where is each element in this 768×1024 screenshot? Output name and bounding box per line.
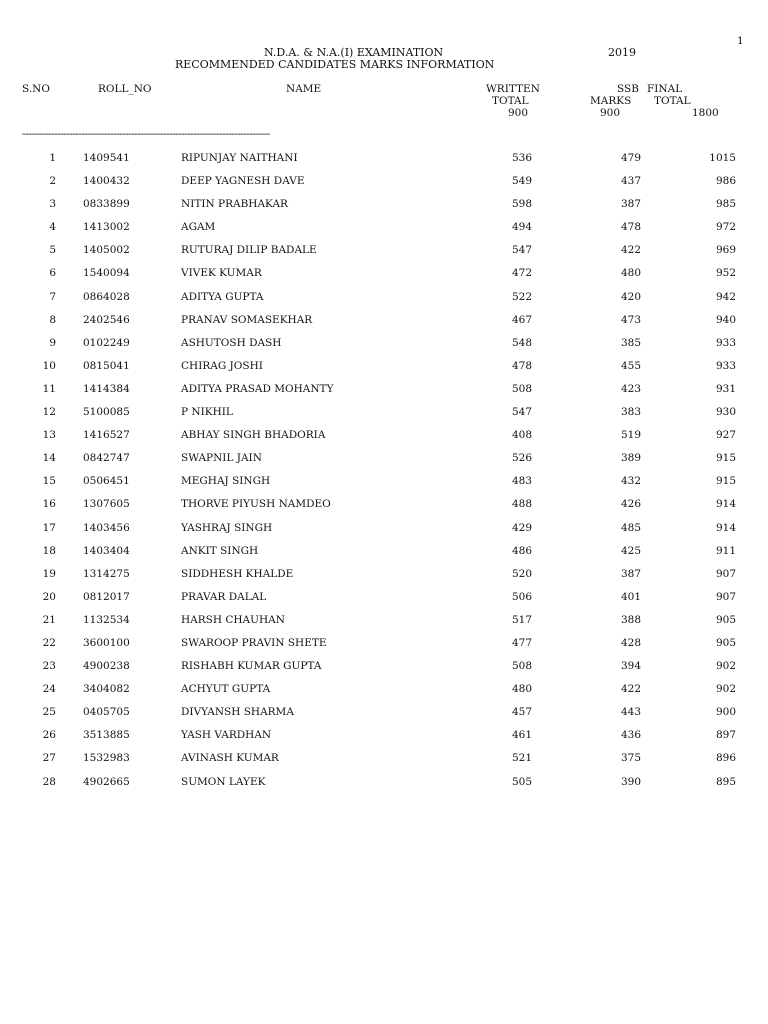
name-cell: ADITYA PRASAD MOHANTY [181,382,334,395]
written-total-cell: 429 [511,521,532,534]
sno-cell: 23 [42,660,56,673]
roll-no-cell: 0864028 [83,290,130,303]
col-header-ssb-line2: MARKS [590,95,632,107]
final-total-cell: 907 [715,590,736,603]
ssb-marks-cell: 422 [620,683,641,696]
sno-cell: 4 [49,221,56,234]
sno-cell: 2 [49,175,56,188]
written-total-cell: 520 [511,567,532,580]
written-total-cell: 506 [511,590,532,603]
ssb-marks-cell: 423 [620,382,641,395]
written-total-cell: 536 [511,152,532,164]
name-cell: THORVE PIYUSH NAMDEO [181,498,331,511]
table-row [0,407,768,430]
ssb-marks-cell: 390 [620,775,641,788]
ssb-marks-cell: 426 [620,498,641,511]
name-cell: SWAROOP PRAVIN SHETE [181,636,327,649]
col-header-ssb-line1: SSB [617,83,639,95]
table-row [0,176,768,199]
ssb-marks-cell: 436 [620,729,641,742]
table-row [0,753,768,776]
final-total-cell: 933 [715,336,736,349]
table-row [0,523,768,546]
sno-cell: 10 [42,359,56,372]
final-total-cell: 895 [715,775,736,788]
roll-no-cell: 1414384 [83,382,130,395]
col-header-ssb-max: 900 [600,107,621,119]
roll-no-cell: 1400432 [83,175,130,188]
ssb-marks-cell: 480 [620,267,641,280]
written-total-cell: 461 [511,729,532,742]
table-row [0,384,768,407]
roll-no-cell: 3513885 [83,729,130,742]
roll-no-cell: 4902665 [83,775,130,788]
name-cell: YASHRAJ SINGH [181,521,273,534]
sno-cell: 26 [42,729,56,742]
roll-no-cell: 1532983 [83,752,130,765]
table-row [0,153,768,176]
table-row [0,661,768,684]
sno-cell: 21 [42,613,56,626]
name-cell: P NIKHIL [181,406,233,419]
table-row [0,615,768,638]
written-total-cell: 549 [511,175,532,188]
roll-no-cell: 0405705 [83,706,130,719]
table-row [0,222,768,245]
name-cell: VIVEK KUMAR [181,267,262,280]
name-cell: CHIRAG JOSHI [181,359,263,372]
final-total-cell: 897 [715,729,736,742]
col-header-written-line2: TOTAL [492,95,529,107]
written-total-cell: 480 [511,683,532,696]
name-cell: ABHAY SINGH BHADORIA [181,429,326,442]
col-header-name: NAME [286,83,322,95]
final-total-cell: 985 [715,198,736,211]
ssb-marks-cell: 401 [620,590,641,603]
ssb-marks-cell: 519 [620,429,641,442]
roll-no-cell: 0815041 [83,359,130,372]
final-total-cell: 900 [715,706,736,719]
name-cell: AGAM [181,221,216,234]
ssb-marks-cell: 388 [620,613,641,626]
ssb-marks-cell: 394 [620,660,641,673]
ssb-marks-cell: 420 [620,290,641,303]
ssb-marks-cell: 383 [620,406,641,419]
sno-cell: 13 [42,429,56,442]
col-header-final-line2: TOTAL [654,95,691,107]
table-row [0,199,768,222]
table-row [0,476,768,499]
sno-cell: 11 [42,382,56,395]
final-total-cell: 972 [715,221,736,234]
roll-no-cell: 1403456 [83,521,130,534]
final-total-cell: 1015 [709,152,736,164]
ssb-marks-cell: 387 [620,198,641,211]
written-total-cell: 521 [511,752,532,765]
candidates-table [0,153,768,800]
final-total-cell: 915 [715,475,736,488]
col-header-final-max: 1800 [692,107,719,119]
ssb-marks-cell: 443 [620,706,641,719]
final-total-cell: 914 [715,521,736,534]
name-cell: MEGHAJ SINGH [181,475,271,488]
table-row [0,268,768,291]
sno-cell: 5 [49,244,56,257]
sno-cell: 7 [49,290,56,303]
sno-cell: 27 [42,752,56,765]
table-row [0,315,768,338]
table-row [0,569,768,592]
final-total-cell: 952 [715,267,736,280]
written-total-cell: 477 [511,636,532,649]
written-total-cell: 526 [511,452,532,465]
sno-cell: 6 [49,267,56,280]
final-total-cell: 940 [715,313,736,326]
table-row [0,499,768,522]
final-total-cell: 911 [715,544,736,557]
written-total-cell: 517 [511,613,532,626]
name-cell: RIPUNJAY NAITHANI [181,152,298,164]
roll-no-cell: 5100085 [83,406,130,419]
table-row [0,430,768,453]
table-row [0,453,768,476]
name-cell: ACHYUT GUPTA [181,683,271,696]
col-header-roll: ROLL_NO [98,83,152,95]
roll-no-cell: 1405002 [83,244,130,257]
roll-no-cell: 1413002 [83,221,130,234]
roll-no-cell: 1409541 [83,152,130,164]
table-row [0,592,768,615]
sno-cell: 20 [42,590,56,603]
written-total-cell: 488 [511,498,532,511]
final-total-cell: 905 [715,613,736,626]
final-total-cell: 902 [715,660,736,673]
written-total-cell: 472 [511,267,532,280]
separator-line: ------------------------------------------------------------------------------------ [22,128,270,140]
final-total-cell: 933 [715,359,736,372]
name-cell: ASHUTOSH DASH [181,336,282,349]
final-total-cell: 986 [715,175,736,188]
sno-cell: 17 [42,521,56,534]
written-total-cell: 457 [511,706,532,719]
name-cell: SIDDHESH KHALDE [181,567,294,580]
name-cell: PRAVAR DALAL [181,590,267,603]
final-total-cell: 907 [715,567,736,580]
name-cell: PRANAV SOMASEKHAR [181,313,313,326]
final-total-cell: 896 [715,752,736,765]
sno-cell: 1 [49,152,56,164]
roll-no-cell: 1403404 [83,544,130,557]
ssb-marks-cell: 479 [620,152,641,164]
name-cell: RISHABH KUMAR GUPTA [181,660,322,673]
written-total-cell: 522 [511,290,532,303]
sno-cell: 18 [42,544,56,557]
written-total-cell: 483 [511,475,532,488]
table-row [0,707,768,730]
col-header-written-line1: WRITTEN [486,83,540,95]
name-cell: ANKIT SINGH [181,544,259,557]
written-total-cell: 508 [511,382,532,395]
ssb-marks-cell: 478 [620,221,641,234]
sno-cell: 14 [42,452,56,465]
roll-no-cell: 0833899 [83,198,130,211]
ssb-marks-cell: 455 [620,359,641,372]
roll-no-cell: 0102249 [83,336,130,349]
table-row [0,292,768,315]
written-total-cell: 467 [511,313,532,326]
written-total-cell: 494 [511,221,532,234]
roll-no-cell: 1307605 [83,498,130,511]
ssb-marks-cell: 389 [620,452,641,465]
table-row [0,338,768,361]
ssb-marks-cell: 473 [620,313,641,326]
written-total-cell: 486 [511,544,532,557]
written-total-cell: 408 [511,429,532,442]
roll-no-cell: 3600100 [83,636,130,649]
roll-no-cell: 4900238 [83,660,130,673]
ssb-marks-cell: 375 [620,752,641,765]
ssb-marks-cell: 425 [620,544,641,557]
ssb-marks-cell: 422 [620,244,641,257]
final-total-cell: 930 [715,406,736,419]
name-cell: ADITYA GUPTA [181,290,264,303]
sno-cell: 12 [42,406,56,419]
sno-cell: 19 [42,567,56,580]
sno-cell: 15 [42,475,56,488]
roll-no-cell: 1314275 [83,567,130,580]
table-row [0,684,768,707]
final-total-cell: 905 [715,636,736,649]
col-header-written-max: 900 [508,107,529,119]
sno-cell: 9 [49,336,56,349]
name-cell: SUMON LAYEK [181,775,266,788]
ssb-marks-cell: 387 [620,567,641,580]
written-total-cell: 547 [511,244,532,257]
final-total-cell: 969 [715,244,736,257]
table-row [0,638,768,661]
ssb-marks-cell: 428 [620,636,641,649]
ssb-marks-cell: 485 [620,521,641,534]
table-row [0,546,768,569]
ssb-marks-cell: 437 [620,175,641,188]
written-total-cell: 548 [511,336,532,349]
sno-cell: 28 [42,775,56,788]
roll-no-cell: 1416527 [83,429,130,442]
final-total-cell: 902 [715,683,736,696]
ssb-marks-cell: 385 [620,336,641,349]
sno-cell: 22 [42,636,56,649]
written-total-cell: 547 [511,406,532,419]
sno-cell: 16 [42,498,56,511]
roll-no-cell: 0842747 [83,452,130,465]
final-total-cell: 915 [715,452,736,465]
written-total-cell: 478 [511,359,532,372]
table-row [0,777,768,800]
written-total-cell: 505 [511,775,532,788]
final-total-cell: 914 [715,498,736,511]
ssb-marks-cell: 432 [620,475,641,488]
name-cell: RUTURAJ DILIP BADALE [181,244,317,257]
final-total-cell: 942 [715,290,736,303]
final-total-cell: 931 [715,382,736,395]
exam-title: N.D.A. & N.A.(I) EXAMINATION [264,46,444,59]
name-cell: NITIN PRABHAKAR [181,198,288,211]
table-row [0,730,768,753]
roll-no-cell: 2402546 [83,313,130,326]
col-header-final-line1: FINAL [647,83,683,95]
sno-cell: 8 [49,313,56,326]
roll-no-cell: 1540094 [83,267,130,280]
name-cell: SWAPNIL JAIN [181,452,262,465]
written-total-cell: 508 [511,660,532,673]
name-cell: AVINASH KUMAR [181,752,279,765]
table-row [0,245,768,268]
roll-no-cell: 1132534 [83,613,130,626]
final-total-cell: 927 [715,429,736,442]
roll-no-cell: 0506451 [83,475,130,488]
written-total-cell: 598 [511,198,532,211]
sno-cell: 24 [42,683,56,696]
report-subtitle: RECOMMENDED CANDIDATES MARKS INFORMATION [175,58,495,71]
roll-no-cell: 0812017 [83,590,130,603]
name-cell: YASH VARDHAN [181,729,272,742]
exam-year: 2019 [608,46,636,59]
page-number: 1 [737,35,744,47]
sno-cell: 25 [42,706,56,719]
col-header-sno: S.NO [22,83,50,95]
sno-cell: 3 [49,198,56,211]
table-row [0,361,768,384]
name-cell: DIVYANSH SHARMA [181,706,294,719]
name-cell: HARSH CHAUHAN [181,613,285,626]
roll-no-cell: 3404082 [83,683,130,696]
name-cell: DEEP YAGNESH DAVE [181,175,305,188]
